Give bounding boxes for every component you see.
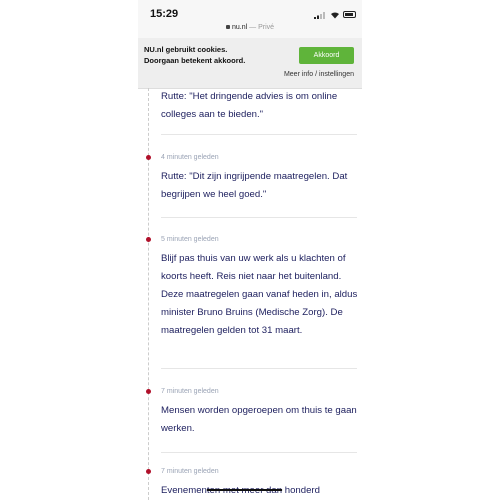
feed-item-timestamp: 4 minuten geleden [161, 154, 219, 161]
private-mode-label: Privé [258, 24, 275, 31]
feed-item-text [161, 482, 361, 500]
phone-screen [138, 0, 362, 500]
cookie-banner [138, 38, 362, 89]
cookie-message-line1: NU.nl gebruikt cookies. [144, 45, 228, 54]
status-bar [138, 0, 362, 26]
divider [161, 368, 357, 369]
feed-item-text-struck: ten met meer dan [206, 485, 283, 496]
lock-icon [226, 25, 230, 29]
wifi-icon [330, 11, 340, 19]
divider [161, 217, 357, 218]
feed-item-text-start: Evenemen [161, 485, 207, 496]
timeline-dot [146, 469, 151, 474]
timeline-dot [146, 237, 151, 242]
feed-item-text: Blijf pas thuis van uw werk als u klachten of koorts heeft. Reis niet naar het buitenland. Deze maatregelen gaan vanaf heden in, aldus minister Bruno Bruins (Medische Zorg). De maatregelen gelden tot 31 maart. [161, 253, 358, 336]
timeline-line [148, 88, 149, 500]
url-domain: nu.nl [231, 24, 248, 31]
feed-item-text: Mensen worden opgeroepen om thuis te gaan werken. [161, 405, 357, 434]
feed-item-text-end: honderd [282, 485, 320, 496]
feed-item-text: Rutte: "Dit zijn ingrijpende maatregelen. Dat begrijpen we heel goed." [161, 171, 348, 200]
feed-item-timestamp: 7 minuten geleden [161, 468, 219, 475]
cookie-message-line2: Doorgaan betekent akkoord. [144, 56, 246, 65]
feed-item-timestamp: 7 minuten geleden [161, 388, 219, 395]
divider [161, 452, 357, 453]
divider [161, 134, 357, 135]
feed-item-timestamp: 5 minuten geleden [161, 236, 219, 243]
signal-icon [314, 12, 328, 19]
status-time: 15:29 [150, 8, 179, 20]
url-bar[interactable] [138, 24, 362, 38]
accept-cookies-button[interactable]: Akkoord [299, 47, 354, 64]
feed-item-text: Rutte: "Het dringende advies is om online colleges aan te bieden." [161, 91, 338, 120]
cookie-message [144, 44, 245, 66]
url-separator: — [249, 24, 257, 31]
battery-icon [343, 11, 356, 18]
timeline-dot [146, 155, 151, 160]
more-info-link[interactable]: Meer info / instellingen [283, 71, 354, 78]
timeline-dot [146, 389, 151, 394]
